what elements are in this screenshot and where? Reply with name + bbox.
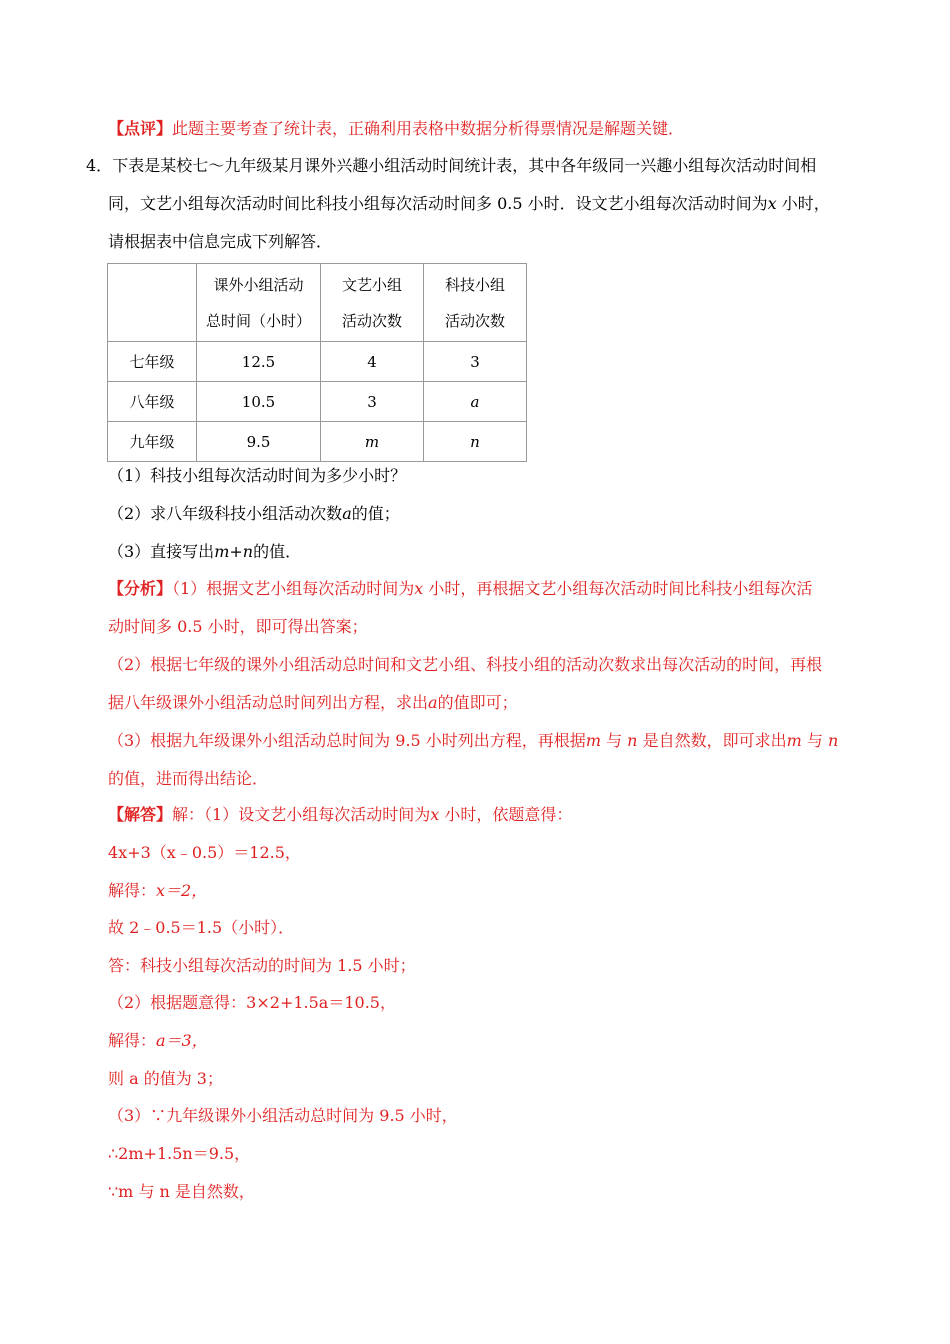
answer-text: 小时，依题意得： (439, 805, 573, 824)
comment-line (108, 118, 684, 140)
row-label: 八年级 (108, 382, 197, 422)
analysis-label: 【分析】 (108, 579, 173, 598)
header-text: 活动次数 (341, 311, 402, 330)
cell-arts: m (321, 422, 424, 462)
table-header-arts-count (321, 264, 424, 342)
answer-line-9 (108, 1105, 458, 1127)
analysis-text: （3）根据九年级课外小组活动总时间为 9.5 小时列出方程，再根据 (108, 731, 586, 750)
analysis-text: 与 (801, 731, 828, 750)
equation: x＝2， (156, 881, 208, 900)
variable-a: a (342, 504, 352, 523)
equation: （2）根据题意得：3×2+1.5a＝10.5， (108, 993, 396, 1012)
analysis-line-6 (108, 768, 268, 790)
question-text-1: 下表是某校七～九年级某月课外兴趣小组活动时间统计表，其中各年级同一兴趣小组每次活动时间相 (112, 156, 817, 175)
answer-line-1 (108, 804, 572, 826)
question-line-3 (108, 231, 332, 253)
equation: 4x+3（x﹣0.5）＝12.5， (108, 843, 301, 862)
sub-question-2 (108, 503, 400, 525)
answer-text: 解得： (108, 1031, 157, 1050)
answer-text: 解：（1）设文艺小组每次活动时间为 (172, 805, 431, 824)
variable-x: x (767, 194, 777, 213)
cell-science: 3 (424, 342, 527, 382)
sub-question-1-text: （1）科技小组每次活动时间为多少小时？ (108, 466, 407, 485)
analysis-text: 是自然数，即可求出 (637, 731, 787, 750)
sub-question-3-text-a: （3）直接写出 (108, 542, 215, 561)
row-label: 九年级 (108, 422, 197, 462)
header-text: 活动次数 (444, 311, 505, 330)
question-text-2a: 同，文艺小组每次活动时间比科技小组每次活动时间多 0.5 小时．设文艺小组每次活动时间为 (108, 194, 768, 213)
analysis-text: 据八年级课外小组活动总时间列出方程，求出 (108, 693, 429, 712)
answer-text: 答：科技小组每次活动的时间为 1.5 小时； (108, 956, 416, 975)
sub-question-3-text-b: 的值． (253, 542, 302, 561)
answer-line-5 (108, 955, 416, 977)
variable-n: n (627, 731, 638, 750)
answer-line-8 (108, 1068, 223, 1090)
answer-text: 则 a 的值为 3； (108, 1069, 223, 1088)
variable-m: m (585, 731, 601, 750)
analysis-text: 的值即可； (437, 693, 518, 712)
variable-n: n (827, 731, 839, 750)
question-text-3: 请根据表中信息完成下列解答． (108, 232, 333, 251)
sub-question-3 (108, 541, 301, 563)
answer-text: 解得： (108, 881, 157, 900)
analysis-text: （1）根据文艺小组每次活动时间为 (172, 579, 415, 598)
table-header-total-time (197, 264, 321, 342)
comment-text: 此题主要考查了统计表，正确利用表格中数据分析得票情况是解题关键． (172, 119, 685, 138)
cell-arts: 3 (321, 382, 424, 422)
analysis-line-1 (108, 578, 812, 600)
sub-question-2-text-a: （2）求八年级科技小组活动次数 (108, 504, 343, 523)
equation: 故 2﹣0.5＝1.5（小时）． (108, 918, 295, 937)
answer-label: 【解答】 (108, 805, 173, 824)
question-line-2 (108, 193, 830, 215)
answer-line-10 (108, 1143, 250, 1165)
activity-time-table (107, 263, 527, 462)
analysis-line-4 (108, 692, 518, 714)
header-text: 总时间（小时） (205, 311, 311, 330)
variable-x: x (414, 579, 424, 598)
analysis-text: 的值，进而得出结论． (108, 769, 269, 788)
analysis-text: 小时，再根据文艺小组每次活动时间比科技小组每次活 (423, 579, 813, 598)
variable-m: m (786, 731, 802, 750)
answer-text: ∵m 与 n 是自然数， (108, 1182, 255, 1201)
header-text: 科技小组 (444, 275, 505, 294)
cell-arts: 4 (321, 342, 424, 382)
analysis-text: （2）根据七年级的课外小组活动总时间和文艺小组、科技小组的活动次数求出每次活动的时间，再根 (108, 655, 823, 674)
answer-text: （3）∵九年级课外小组活动总时间为 9.5 小时， (108, 1106, 458, 1125)
variable-x: x (430, 805, 440, 824)
question-line-1 (86, 155, 816, 177)
sub-question-1 (108, 465, 406, 487)
variable-m-plus-n: m+n (214, 542, 254, 561)
table-header-row (108, 264, 527, 342)
analysis-line-3 (108, 654, 822, 676)
row-label: 七年级 (108, 342, 197, 382)
comment-label: 【点评】 (108, 119, 173, 138)
answer-line-7 (108, 1030, 208, 1052)
analysis-text: 与 (600, 731, 628, 750)
answer-line-11 (108, 1181, 255, 1203)
table-row (108, 382, 527, 422)
answer-line-4 (108, 917, 294, 939)
answer-line-2 (108, 842, 301, 864)
equation: a＝3， (156, 1031, 208, 1050)
table-header-empty (108, 264, 197, 342)
cell-science: n (424, 422, 527, 462)
analysis-line-5 (108, 730, 838, 752)
header-text: 文艺小组 (341, 275, 402, 294)
cell-total: 12.5 (197, 342, 321, 382)
table-header-science-count (424, 264, 527, 342)
answer-line-3 (108, 880, 207, 902)
cell-total: 10.5 (197, 382, 321, 422)
table-row (108, 422, 527, 462)
analysis-text: 动时间多 0.5 小时，即可得出答案； (108, 617, 368, 636)
equation: ∴2m+1.5n＝9.5， (108, 1144, 251, 1163)
header-text: 课外小组活动 (213, 275, 304, 294)
variable-a: a (428, 693, 438, 712)
question-number: 4． (86, 156, 113, 175)
answer-line-6 (108, 992, 396, 1014)
table-row (108, 342, 527, 382)
analysis-line-2 (108, 616, 368, 638)
sub-question-2-text-b: 的值； (351, 504, 400, 523)
question-text-2b: 小时， (776, 194, 830, 213)
cell-science: a (424, 382, 527, 422)
cell-total: 9.5 (197, 422, 321, 462)
